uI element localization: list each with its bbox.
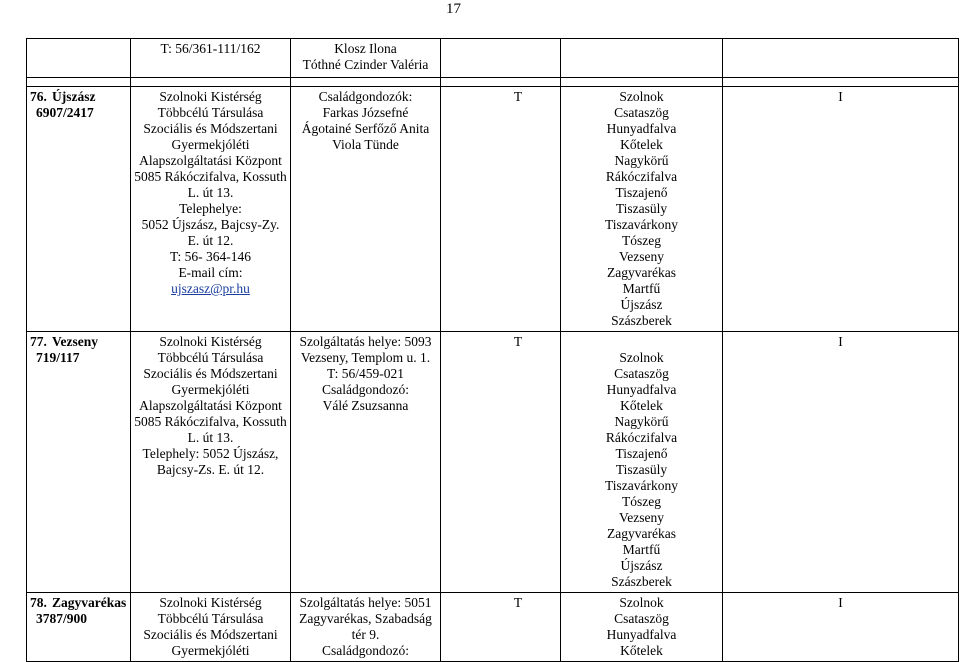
- settlement-name: Vezseny: [619, 510, 664, 525]
- settlement-name: Tiszavárkony: [605, 217, 678, 232]
- settlements-cell: [561, 593, 723, 662]
- settlement-name: Martfű: [622, 542, 661, 557]
- type-cell: T: [441, 87, 561, 332]
- status-cell: I: [723, 332, 959, 593]
- top-contacts: Klosz Ilona Tóthné Czinder Valéria: [291, 39, 441, 78]
- top-phone: T: 56/361-111/162: [131, 39, 291, 78]
- settlements-cell: [561, 332, 723, 593]
- settlement-name: Hunyadfalva: [606, 382, 677, 397]
- email-link[interactable]: ujszasz@pr.hu: [171, 281, 250, 296]
- type-cell: T: [441, 593, 561, 662]
- settlement-name: Kőtelek: [620, 398, 663, 413]
- settlement-name: Csataszög: [614, 105, 669, 120]
- settlement-name: Nagykörű: [614, 153, 669, 168]
- entry-id-cell: 77. Vezseny 719/117: [27, 332, 131, 593]
- settlement-name: Zagyvarékas: [607, 265, 676, 280]
- contact-cell: Szolgáltatás helye: 5051 Zagyvarékas, Szabadság tér 9. Családgondozó:: [291, 593, 441, 662]
- settlement-name: Csataszög: [614, 611, 669, 626]
- settlement-name: Tiszasüly: [615, 201, 668, 216]
- settlement-name: Zagyvarékas: [607, 526, 676, 541]
- settlement-name: Rákóczifalva: [605, 169, 678, 184]
- table-row: [27, 87, 959, 332]
- settlement-name: Szolnok: [619, 350, 664, 365]
- entry-id-cell: 78. Zagyvarékas 3787/900: [27, 593, 131, 662]
- settlement-name: Tiszasüly: [615, 462, 668, 477]
- settlement-name: Tiszavárkony: [605, 478, 678, 493]
- institution-table: [26, 38, 959, 662]
- settlement-name: Vezseny: [619, 249, 664, 264]
- status-cell: I: [723, 593, 959, 662]
- page-number: 17: [446, 1, 461, 17]
- settlements-cell: [561, 87, 723, 332]
- settlement-name: Újszász: [620, 297, 663, 312]
- settlement-name: Tószeg: [622, 233, 661, 248]
- provider-cell: Szolnoki Kistérség Többcélú Társulása Szociális és Módszertani Gyermekjóléti Alapszolgáltatási Központ 5085 Rákóczifalva, Kossuth L. út 13. Telephely: 5052 Újszász, Bajcsy-Zs. E. út 12.: [131, 332, 291, 593]
- settlement-name: Tószeg: [622, 494, 661, 509]
- settlement-name: Martfű: [622, 281, 661, 296]
- provider-cell: Szolnoki Kistérség Többcélú Társulása Szociális és Módszertani Gyermekjóléti Alapszolgáltatási Központ 5085 Rákóczifalva, Kossuth L. út 13. Telephelye: 5052 Újszász, Bajcsy-Zy. E. út 12. T: 56- 364-146 E-mail cím: ujszasz@pr.hu: [131, 87, 291, 332]
- table-row: [27, 593, 959, 662]
- settlement-name: Szolnok: [619, 89, 664, 104]
- settlement-name: Tiszajenő: [615, 185, 668, 200]
- settlement-name: Hunyadfalva: [606, 627, 677, 642]
- provider-cell: Szolnoki Kistérség Többcélú Társulása Szociális és Módszertani Gyermekjóléti: [131, 593, 291, 662]
- settlement-name: Hunyadfalva: [606, 121, 677, 136]
- settlement-name: Kőtelek: [620, 137, 663, 152]
- settlement-name: Újszász: [620, 558, 663, 573]
- contact-cell: Családgondozók: Farkas Józsefné Ágotainé Serfőző Anita Viola Tünde: [291, 87, 441, 332]
- settlement-name: Nagykörű: [614, 414, 669, 429]
- contact-cell: Szolgáltatás helye: 5093 Vezseny, Templom u. 1. T: 56/459-021 Családgondozó: Válé Zsuzsanna: [291, 332, 441, 593]
- table-row: [27, 332, 959, 593]
- settlement-name: Szolnok: [619, 595, 664, 610]
- settlement-name: Kőtelek: [620, 643, 663, 658]
- entry-id-cell: 76. Újszász 6907/2417: [27, 87, 131, 332]
- type-cell: T: [441, 332, 561, 593]
- settlement-name: Rákóczifalva: [605, 430, 678, 445]
- top-row: [27, 39, 959, 78]
- settlement-name: Csataszög: [614, 366, 669, 381]
- settlement-name: Tiszajenő: [615, 446, 668, 461]
- settlement-name: Szászberek: [611, 574, 672, 589]
- settlement-name: Szászberek: [611, 313, 672, 328]
- status-cell: I: [723, 87, 959, 332]
